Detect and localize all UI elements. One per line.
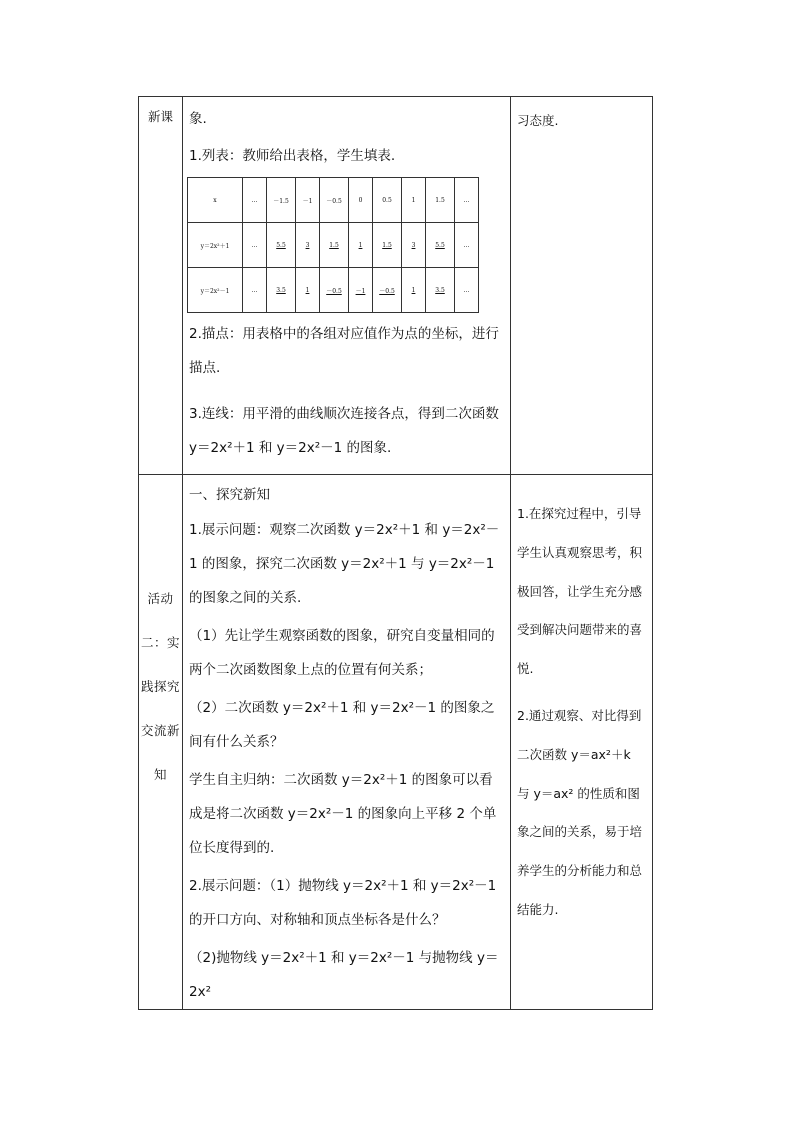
lead-text: 象.	[189, 111, 207, 127]
step1-text: 1.列表：教师给出表格，学生填表.	[189, 148, 396, 164]
value-table-row-y2	[188, 268, 479, 313]
content-cell-activity-two	[183, 475, 511, 1010]
value-cell: －1	[349, 268, 373, 313]
value-cell: 3.5	[426, 268, 455, 313]
value-table-row-x	[188, 178, 479, 223]
row-new-lesson	[139, 97, 653, 475]
value-cell: …	[455, 178, 479, 223]
value-cell: 1	[402, 268, 426, 313]
stage-cell-activity-two	[139, 475, 183, 1010]
value-cell: －0.5	[320, 178, 349, 223]
row-activity-two	[139, 475, 653, 1010]
value-table	[187, 177, 479, 313]
content-cell-new-lesson	[183, 97, 511, 475]
value-cell: －1.5	[267, 178, 296, 223]
value-cell: …	[455, 223, 479, 268]
step2-text: 2.描点：用表格中的各组对应值作为点的坐标，进行描点.	[189, 326, 499, 376]
value-cell: …	[243, 268, 267, 313]
value-cell: 1.5	[373, 223, 402, 268]
lesson-plan-table	[138, 96, 653, 1010]
sub-question1-text: （1）先让学生观察函数的图象，研究自变量相同的两个二次函数图象上点的位置有何关系；	[189, 628, 495, 678]
value-cell: －0.5	[320, 268, 349, 313]
value-cell: －0.5	[373, 268, 402, 313]
intent-cell-activity-two	[511, 475, 653, 1010]
intent-cell-new-lesson	[511, 97, 653, 475]
value-cell: 1	[349, 223, 373, 268]
question2-sub-text: （2)抛物线 y＝2x²＋1 和 y＝2x²－1 与抛物线 y＝2x²	[189, 950, 499, 1000]
value-cell: 0.5	[373, 178, 402, 223]
stage-cell-new-lesson	[139, 97, 183, 475]
intent-text-new-lesson: 习态度.	[517, 113, 559, 128]
value-cell: …	[455, 268, 479, 313]
question2-text: 2.展示问题：（1）抛物线 y＝2x²＋1 和 y＝2x²－1 的开口方向、对称轴和顶点坐标各是什么？	[189, 878, 497, 928]
value-table-row-y1	[188, 223, 479, 268]
value-cell: －1	[296, 178, 320, 223]
value-cell: 0	[349, 178, 373, 223]
section-heading: 一、探究新知	[189, 487, 270, 503]
value-cell: 1.5	[426, 178, 455, 223]
value-cell: 3	[402, 223, 426, 268]
value-cell: 1.5	[320, 223, 349, 268]
value-cell: …	[243, 223, 267, 268]
value-cell: 3	[296, 223, 320, 268]
value-cell: 1	[402, 178, 426, 223]
intent-text-1: 1.在探究过程中，引导学生认真观察思考，积极回答，让学生充分感受到解决问题带来的喜悦.	[517, 506, 643, 677]
question1-text: 1.展示问题：观察二次函数 y＝2x²＋1 和 y＝2x²－1 的图象，探究二次函数 y＝2x²＋1 与 y＝2x²－1 的图象之间的关系.	[189, 522, 500, 606]
stage-label-new-lesson: 新课	[147, 109, 173, 124]
intent-text-2: 2.通过观察、对比得到二次函数 y＝ax²＋k 与 y＝ax² 的性质和图象之间的关系，易于培养学生的分析能力和总结能力.	[517, 707, 643, 917]
value-cell: 5.5	[267, 223, 296, 268]
value-table-header-y2: y＝2x²－1	[188, 268, 243, 313]
value-cell: 1	[296, 268, 320, 313]
student-summary-text: 学生自主归纳：二次函数 y＝2x²＋1 的图象可以看成是将二次函数 y＝2x²－1 的图象向上平移 2 个单位长度得到的.	[189, 772, 497, 856]
step3-text: 3.连线：用平滑的曲线顺次连接各点，得到二次函数 y＝2x²＋1 和 y＝2x²－1 的图象.	[189, 406, 499, 456]
stage-label-activity-two: 活动二：实践探究交流新知	[140, 591, 180, 782]
value-table-header-x: x	[188, 178, 243, 223]
value-table-header-y1: y＝2x²＋1	[188, 223, 243, 268]
value-cell: …	[243, 178, 267, 223]
value-cell: 3.5	[267, 268, 296, 313]
value-cell: 5.5	[426, 223, 455, 268]
sub-question2-text: （2）二次函数 y＝2x²＋1 和 y＝2x²－1 的图象之间有什么关系？	[189, 700, 495, 750]
